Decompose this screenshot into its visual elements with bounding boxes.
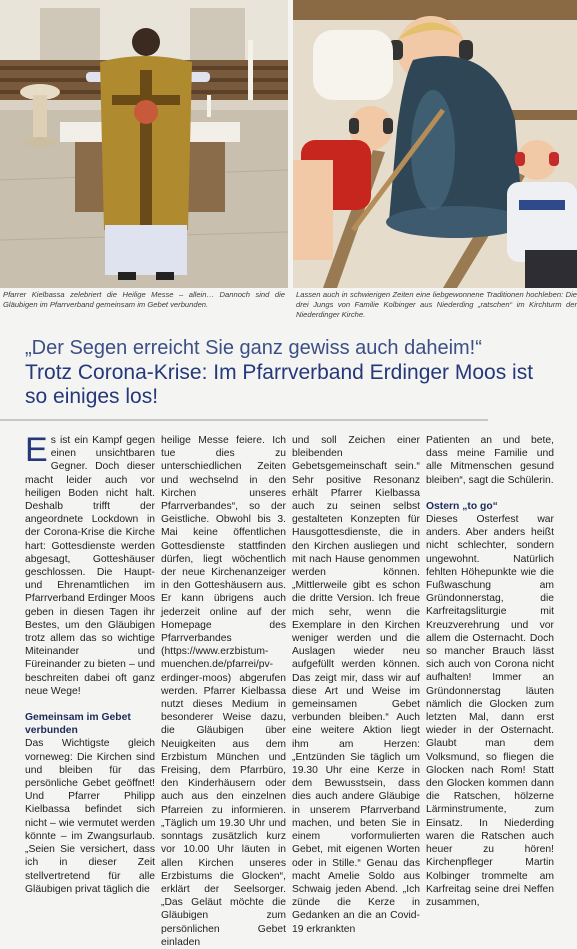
article-column-3	[292, 434, 420, 935]
article-column-1	[25, 431, 155, 895]
intro-paragraph	[25, 431, 155, 698]
body-paragraph: Dieses Osterfest war anders. Aber anders heißt nicht schlechter, sondern ungewohnt. Natürlich fehlten Höhepunkte wie die Fußwaschung am Gründonnerstag, die Karfreitagsliturgie mit Kreuzverehrung und vor allem die Osternacht. Doch so mancher Brauch lässt sich auch von Corona nicht aufhalten! Immer an Gründonnerstag läuten nämlich die Glocken zum letzten Mal, dann erst wieder in der Osternacht. Glaubt man dem Volksmund, so fliegen die Glocken nach Rom! Statt den Glocken kommen dann die Ratschen, hölzerne Lärminstrumente, zum Einsatz. In Niederding waren die Ratschen auch heuer zu hören! Kirchenpfleger Martin Kolbinger trommelte am Karfreitag seine drei Neffen zusammen,	[426, 514, 554, 908]
headline-divider	[0, 419, 488, 421]
photo-caption-left: Pfarrer Kielbassa zelebriert die Heilige Messe – allein… Dannoch sind die Gläubigen im Pfarrverband gemeinsam im Gebet verbunden.	[3, 290, 285, 309]
section-heading-prayer: Gemeinsam im Gebet verbunden	[25, 712, 131, 737]
body-paragraph: Das Wichtigste gleich vorneweg: Die Kirchen sind und bleiben für das persönliche Gebet geöffnet! Und Pfarrer Philipp Kielbassa befindet sich nicht – wie vermutet werden könnte – im Zwangsurlaub. „Seien Sie versichert, dass ich in dieser Zeit stellvertretend für alle Gläubigen privat täglich die	[25, 738, 155, 895]
article-headline: Trotz Corona-Krise: Im Pfarrverband Erdinger Moos ist so einiges los!	[25, 361, 534, 408]
article-subtitle: „Der Segen erreicht Sie ganz gewiss auch daheim!“	[25, 337, 482, 359]
photo-caption-right: Lassen auch in schwierigen Zeiten eine liebgewonnene Traditionen hochleben: Die drei Jungs von Familie Kolbinger aus Niederding „ratschen“ im Kirchturm der Niederdinger Kirche.	[296, 290, 577, 319]
body-paragraph: Patienten an und bete, dass meine Familie und alle Mitmenschen gesund bleiben“, sagt die Schülerin.	[426, 435, 554, 486]
body-paragraph: heilige Messe feiere. Ich tue dies zu unterschiedlichen Zeiten und wechselnd in den Kirchen unseres Pfarrverbandes“, so der Geistliche. Obwohl bis 3. Mai keine öffentlichen Gottesdienste stattfinden dürfen, liegt wöchentlich der neue Kirchenanzeiger in den Gotteshäusern aus. Er kann übrigens auch jederzeit online auf der Homepage des Pfarrverbandes (https://www.erzbistum-muenchen.de/pfarrei/pv-erdinger-moos) abgerufen werden. Pfarrer Kielbassa nutzt dieses Medium in besonderer Weise dazu, die Gläubigen über Neuigkeiten aus dem Erzbistum München und Freising, dem Pfarrbüro, den Kinderhäusern oder auch aus den einzelnen Pfarreien zu informieren. „Täglich um 19.30 Uhr und sonntags zusätzlich kurz vor 10.00 Uhr läuten in allen Kirchen unseres Erzbistums die Glocken“, erklärt der Seelsorger. „Das Geläut möchte die Gläubigen zum persönlichen Gebet einladen	[161, 435, 286, 948]
photo-priest-at-altar	[0, 0, 288, 288]
body-paragraph: und soll Zeichen einer bleibenden Gebetsgemeinschaft sein.“ Sehr positive Resonanz erhält Pfarrer Kielbassa auch zu seinen selbst gestalteten Konzepten für Hausgottesdienste, die in den Kirchen ausliegen und mit nach Hause genommen werden können. „Mittlerweile gibt es schon die dritte Version. Ich freue mich sehr, wenn die Exemplare in den Kirchen weniger werden und die Auslagen wieder neu aufgefüllt werden können. Das zeigt mir, dass wir auf diese Art und Weise im gemeinsamen Gebet verbunden bleiben.“ Auch eine weitere Aktion liegt ihm am Herzen: „Entzünden Sie täglich um 19.30 Uhr eine Kerze in dem Bewusstsein, dass dies auch andere Gläubige in unserem Pfarrverband machen, und beten Sie in einem vorformulierten Gebet, mit eigenen Worten oder in Stille.“ Genau das macht Amelie Soldo aus Schwaig jeden Abend. „Ich zünde die Kerze in Gedanken an die an Covid-19 erkrankten	[292, 435, 420, 935]
article-column-2	[161, 434, 286, 948]
photo-boys-with-church-bell	[293, 0, 577, 288]
article-column-4	[426, 434, 554, 908]
section-heading-easter: Ostern „to go“	[426, 500, 498, 512]
drop-cap: E	[25, 431, 48, 469]
intro-text: s ist ein Kampf gegen einen unsichtbaren Gegner. Doch dieser macht leider auch vor heiligen Boden nicht halt. Deshalb trifft der angeordnete Lockdown in der Corona-Krise die Kirche hart: Gottesdienste werden abgesagt, Gotteshäuser geschlossen. Die Haupt- und Ehrenamtlichen im Pfarrverband Erdinger Moos geben in diesen Tagen ihr Bestes, um den Gläubigen trotz allem das so wichtige Miteinander und Füreinander zu bieten – und beschreiten dabei oft ganz neue Wege!	[25, 435, 155, 697]
